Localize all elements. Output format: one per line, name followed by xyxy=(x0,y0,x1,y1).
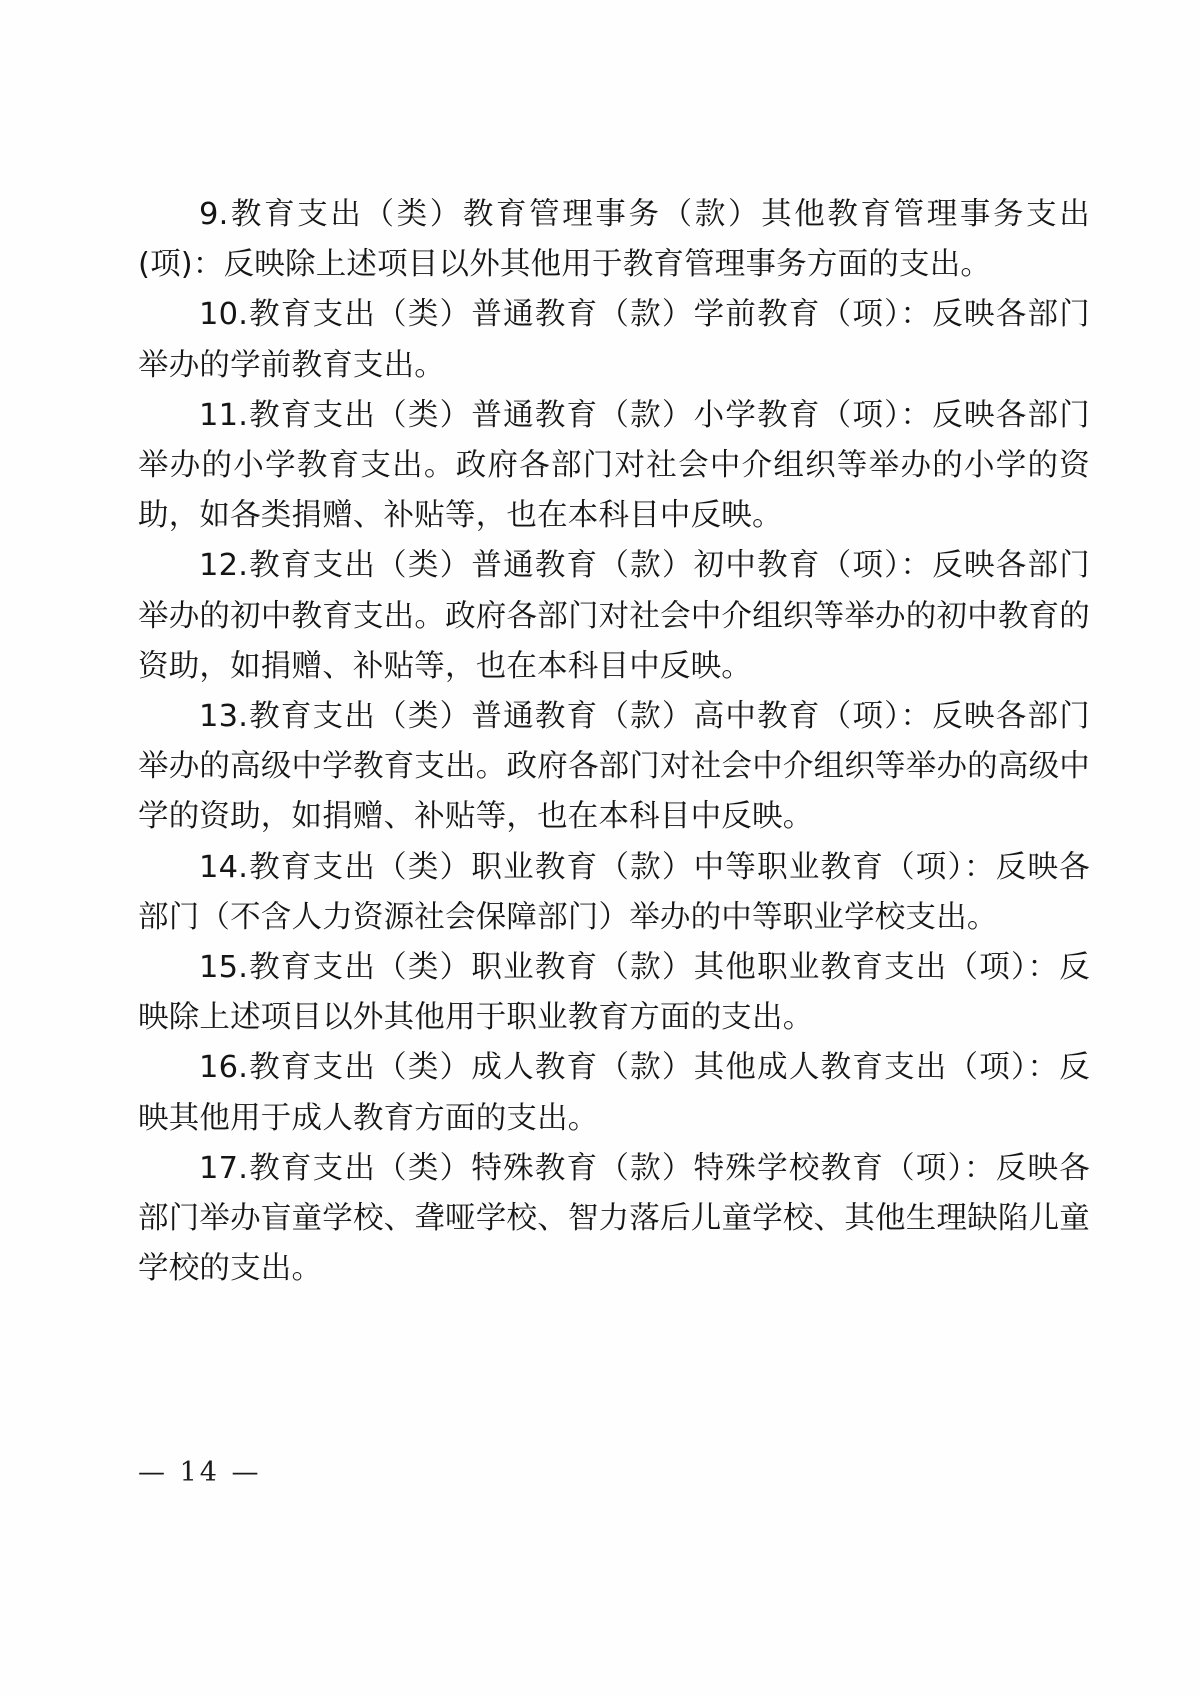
paragraph-item-14: 14.教育支出（类）职业教育（款）中等职业教育（项）：反映各部门（不含人力资源社会保障部门）举办的中等职业学校支出。 xyxy=(138,849,1090,935)
paragraph-item-13: 13.教育支出（类）普通教育（款）高中教育（项）：反映各部门举办的高级中学教育支出。政府各部门对社会中介组织等举办的高级中学的资助，如捐赠、补贴等，也在本科目中反映。 xyxy=(138,699,1090,835)
page-number: — 14 — xyxy=(138,1457,262,1488)
paragraph-item-11: 11.教育支出（类）普通教育（款）小学教育（项）：反映各部门举办的小学教育支出。政府各部门对社会中介组织等举办的小学的资助，如各类捐赠、补贴等，也在本科目中反映。 xyxy=(138,397,1090,534)
page-footer xyxy=(0,1457,1200,1488)
paragraph-item-10: 10.教育支出（类）普通教育（款）学前教育（项）：反映各部门举办的学前教育支出。 xyxy=(138,297,1090,383)
paragraph-item-9: 9.教育支出（类）教育管理事务（款）其他教育管理事务支出(项)：反映除上述项目以外其他用于教育管理事务方面的支出。 xyxy=(138,197,1090,283)
paragraph-item-15: 15.教育支出（类）职业教育（款）其他职业教育支出（项）：反映除上述项目以外其他用于职业教育方面的支出。 xyxy=(138,950,1090,1036)
document-body xyxy=(138,190,1090,1294)
paragraph-item-17: 17.教育支出（类）特殊教育（款）特殊学校教育（项）：反映各部门举办盲童学校、聋哑学校、智力落后儿童学校、其他生理缺陷儿童学校的支出。 xyxy=(138,1150,1090,1287)
paragraph-item-12: 12.教育支出（类）普通教育（款）初中教育（项）：反映各部门举办的初中教育支出。政府各部门对社会中介组织等举办的初中教育的资助，如捐赠、补贴等，也在本科目中反映。 xyxy=(138,548,1090,684)
paragraph-item-16: 16.教育支出（类）成人教育（款）其他成人教育支出（项）：反映其他用于成人教育方面的支出。 xyxy=(138,1050,1090,1136)
